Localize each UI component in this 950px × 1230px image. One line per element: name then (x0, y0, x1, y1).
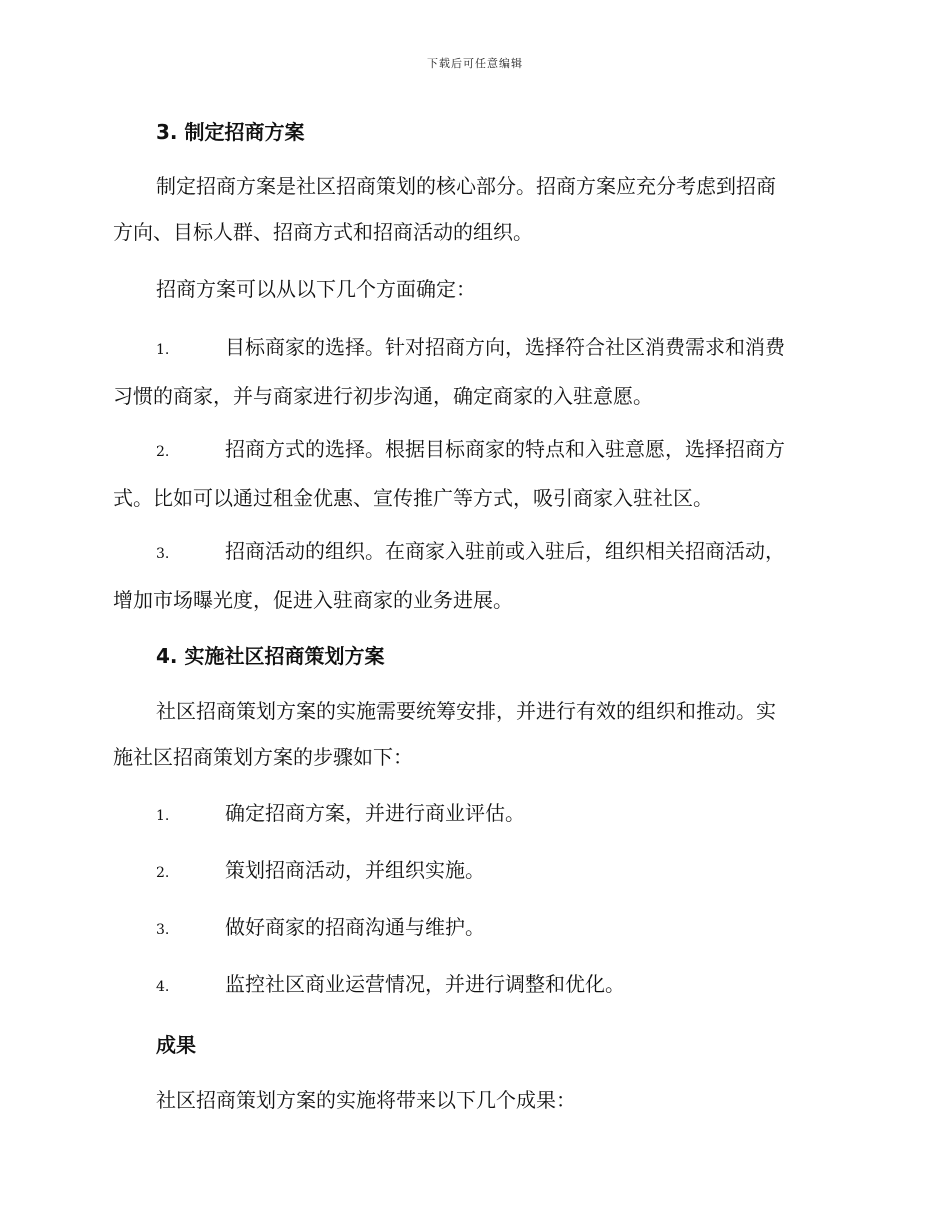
section-3-heading: 3. 制定招商方案 (156, 120, 305, 144)
section-3-intro-line-1: 制定招商方案是社区招商策划的核心部分。招商方案应充分考虑到招商 (156, 174, 776, 198)
list-item-line-1 (113, 528, 838, 577)
results-intro-text: 社区招商策划方案的实施将带来以下几个成果： (156, 1088, 576, 1112)
list-item-text: 监控社区商业运营情况，并进行调整和优化。 (225, 972, 625, 996)
list-item-line-1 (113, 961, 838, 1010)
section-3-intro-line-2: 方向、目标人群、招商方式和招商活动的组织。 (113, 220, 533, 244)
list-item-text: 做好商家的招商沟通与维护。 (225, 915, 485, 939)
list-item-text: 确定招商方案，并进行商业评估。 (225, 801, 525, 825)
list-item-number: 3. (156, 546, 170, 562)
list-item-line-2: 增加市场曝光度，促进入驻商家的业务进展。 (113, 588, 513, 612)
section-4-intro-line-2: 施社区招商策划方案的步骤如下： (113, 745, 413, 769)
list-item (113, 426, 838, 521)
list-item-number: 2. (156, 865, 170, 881)
section-4-intro (113, 688, 838, 780)
list-item (113, 961, 838, 1010)
list-item-number: 1. (156, 342, 170, 358)
list-item-text: 目标商家的选择。针对招商方向，选择符合社区消费需求和消费 (225, 335, 785, 359)
list-item-number: 1. (156, 808, 170, 824)
list-item-line-1 (113, 790, 838, 839)
list-item-line-1 (113, 904, 838, 953)
list-item (113, 847, 838, 896)
list-item-line-2: 习惯的商家，并与商家进行初步沟通，确定商家的入驻意愿。 (113, 384, 653, 408)
section-4-intro-line-1: 社区招商策划方案的实施需要统筹安排，并进行有效的组织和推动。实 (156, 699, 776, 723)
section-3-lead (113, 266, 838, 312)
list-item-text: 招商方式的选择。根据目标商家的特点和入驻意愿，选择招商方 (225, 437, 785, 461)
section-3-intro (113, 163, 838, 255)
list-item-line-1 (113, 324, 838, 373)
list-item-number: 3. (156, 922, 170, 938)
section-4-heading: 4. 实施社区招商策划方案 (156, 644, 385, 668)
list-item (113, 324, 838, 419)
results-intro (113, 1077, 838, 1123)
list-item (113, 790, 838, 839)
list-item-text: 招商活动的组织。在商家入驻前或入驻后，组织相关招商活动， (225, 539, 785, 563)
page-header: 下载后可任意编辑 (427, 57, 523, 70)
list-item-number: 2. (156, 444, 170, 460)
list-item-line-1 (113, 426, 838, 475)
list-item-number: 4. (156, 979, 170, 995)
results-heading: 成果 (156, 1033, 196, 1057)
list-item-line-2: 式。比如可以通过租金优惠、宣传推广等方式，吸引商家入驻社区。 (113, 486, 713, 510)
list-item (113, 904, 838, 953)
section-3-lead-text: 招商方案可以从以下几个方面确定： (156, 277, 476, 301)
list-item (113, 528, 838, 623)
list-item-text: 策划招商活动，并组织实施。 (225, 858, 485, 882)
list-item-line-1 (113, 847, 838, 896)
